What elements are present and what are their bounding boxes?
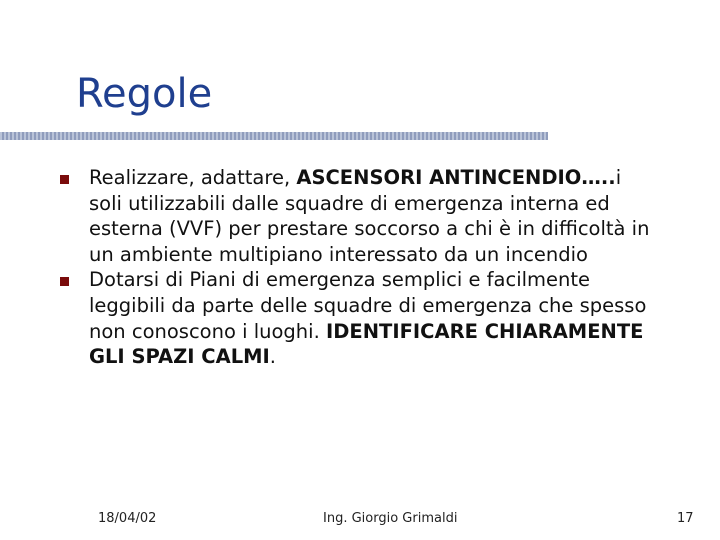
square-bullet-icon <box>60 175 69 184</box>
title-divider <box>0 132 548 140</box>
bullet-list <box>60 165 660 370</box>
bullet-text-run: i soli utilizzabili dalle squadre di emergenza interna ed esterna (VVF) per prestare soccorso a chi è in difficoltà in un ambiente multipiano interessato da un incendio <box>89 166 650 266</box>
bullet-text <box>89 268 646 368</box>
bullet-text-run: Realizzare, adattare, <box>89 166 297 189</box>
bullet-item <box>60 165 660 267</box>
footer-date: 18/04/02 <box>98 511 157 526</box>
bullet-text-run: . <box>269 345 276 369</box>
bullet-text-run-bold: ASCENSORI ANTINCENDIO….. <box>296 166 616 189</box>
footer-author: Ing. Giorgio Grimaldi <box>323 511 458 526</box>
bullet-item <box>60 267 660 369</box>
footer-page-number: 17 <box>677 511 694 526</box>
bullet-text <box>89 166 649 266</box>
square-bullet-icon <box>60 277 69 286</box>
bullet-text-run-bold: IDENTIFICARE CHIARAMENTE GLI SPAZI CALMI <box>89 319 644 369</box>
slide-title: Regole <box>76 71 213 117</box>
bullet-text-run: Dotarsi di Piani di emergenza semplici e facilmente leggibili da parte delle squadre di emergenza che spesso non conoscono i luoghi. <box>89 268 647 343</box>
